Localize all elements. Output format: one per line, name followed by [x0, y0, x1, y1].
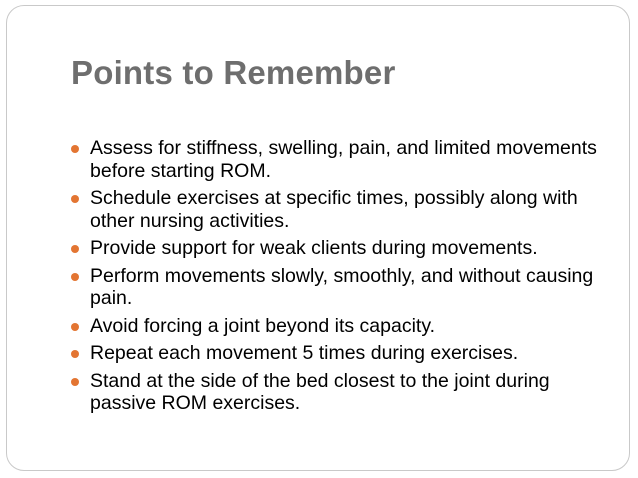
slide-frame — [6, 5, 630, 471]
bullet-item — [67, 265, 607, 310]
bullet-text: Schedule exercises at specific times, possibly along with other nursing activities. — [90, 187, 578, 232]
bullet-list — [67, 137, 607, 420]
bullet-text: Repeat each movement 5 times during exercises. — [90, 342, 519, 364]
bullet-text: Perform movements slowly, smoothly, and without causing pain. — [90, 264, 594, 309]
bullet-dot-icon — [71, 195, 79, 203]
bullet-text: Avoid forcing a joint beyond its capacity. — [90, 314, 436, 337]
slide-title: Points to Remember — [71, 54, 396, 91]
bullet-dot-icon — [71, 323, 79, 331]
bullet-dot-icon — [71, 350, 79, 358]
bullet-dot-icon — [71, 145, 79, 153]
bullet-text: Provide support for weak clients during movements. — [90, 237, 538, 259]
bullet-item — [67, 137, 607, 182]
bullet-dot-icon — [71, 245, 79, 253]
bullet-text: Assess for stiffness, swelling, pain, and limited movements before starting ROM. — [90, 137, 597, 182]
bullet-dot-icon — [71, 378, 79, 386]
bullet-dot-icon — [71, 273, 79, 281]
bullet-item — [67, 342, 607, 365]
bullet-text: Stand at the side of the bed closest to the joint during passive ROM exercises. — [90, 369, 550, 414]
bullet-item — [67, 315, 607, 338]
bullet-item — [67, 187, 607, 232]
bullet-item — [67, 370, 607, 415]
bullet-item — [67, 237, 607, 260]
